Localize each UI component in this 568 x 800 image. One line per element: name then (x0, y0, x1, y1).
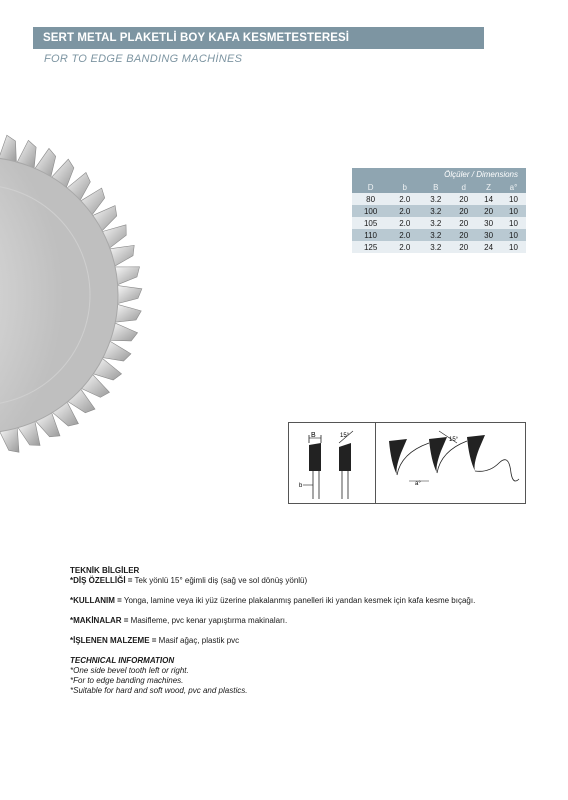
label-dis: *DİŞ ÖZELLİĞİ = (70, 576, 133, 585)
table-cell: 3.2 (420, 241, 451, 253)
info-dis (70, 576, 540, 586)
page-title: SERT METAL PLAKETLİ BOY KAFA KESMETESTERESİ (33, 27, 484, 49)
table-cell: 125 (352, 241, 389, 253)
label-clearance-angle: a° (415, 481, 421, 487)
label-B: B (311, 432, 316, 439)
saw-blade-image (0, 100, 180, 520)
table-row (352, 229, 526, 241)
saw-tooth (115, 267, 139, 285)
heading-teknik-bilgiler: TEKNİK BİLGİLER (70, 566, 140, 575)
label-malzeme: *İŞLENEN MALZEME = (70, 636, 157, 645)
en-line: *For to edge banding machines. (70, 676, 184, 685)
table-cell: 30 (476, 229, 501, 241)
info-malzeme (70, 636, 540, 646)
table-row (352, 193, 526, 205)
tooth-drawing (289, 423, 527, 505)
label-makinalar: *MAKİNALAR = (70, 616, 129, 625)
table-cell: 2.0 (389, 205, 420, 217)
table-cell: 20 (451, 193, 476, 205)
label-b: b (299, 483, 303, 489)
table-cell: 24 (476, 241, 501, 253)
table-cell: 30 (476, 217, 501, 229)
en-line: *Suitable for hard and soft wood, pvc and plastics. (70, 686, 248, 695)
table-cell: 10 (501, 229, 526, 241)
saw-tooth (115, 304, 141, 322)
column-header: d (451, 181, 476, 193)
table-cell: 3.2 (420, 205, 451, 217)
dimensions-caption: Ölçüler / Dimensions (352, 168, 526, 181)
table-cell: 10 (501, 217, 526, 229)
table-cell: 20 (451, 229, 476, 241)
table-cell: 10 (501, 241, 526, 253)
table-header-row (352, 181, 526, 193)
table-cell: 3.2 (420, 217, 451, 229)
text-dis: Tek yönlü 15° eğimli diş (sağ ve sol dönüş yönlü) (132, 576, 308, 585)
text-kullanim: Yonga, lamine veya iki yüz üzerine plakalanmış panelleri iki yandan kesmek için kafa kesme bıçağı. (121, 596, 476, 605)
table-cell: 105 (352, 217, 389, 229)
label-tooth-angle: 15° (449, 437, 459, 443)
table-row (352, 241, 526, 253)
table-cell: 2.0 (389, 193, 420, 205)
column-header: b (389, 181, 420, 193)
text-makinalar: Masifleme, pvc kenar yapıştırma makinaları. (128, 616, 288, 625)
table-cell: 110 (352, 229, 389, 241)
column-header: D (352, 181, 389, 193)
label-kullanim: *KULLANIM = (70, 596, 122, 605)
en-line: *One side bevel tooth left or right. (70, 666, 189, 675)
page-subtitle: FOR TO EDGE BANDING MACHİNES (44, 53, 243, 65)
info-kullanim (70, 596, 540, 606)
table-cell: 2.0 (389, 217, 420, 229)
table-cell: 3.2 (420, 229, 451, 241)
table-cell: 2.0 (389, 229, 420, 241)
column-header: Z (476, 181, 501, 193)
table-cell: 3.2 (420, 193, 451, 205)
table-cell: 10 (501, 193, 526, 205)
table-cell: 2.0 (389, 241, 420, 253)
heading-technical-information: TECHNICAL INFORMATION (70, 656, 175, 665)
tooth-geometry-diagram (288, 422, 526, 504)
column-header: a° (501, 181, 526, 193)
technical-info (70, 566, 540, 696)
table-cell: 20 (451, 217, 476, 229)
saw-tooth (0, 135, 16, 162)
table-row (352, 205, 526, 217)
column-header: B (420, 181, 451, 193)
table-cell: 10 (501, 205, 526, 217)
text-malzeme: Masif ağaç, plastik pvc (156, 636, 240, 645)
table-cell: 100 (352, 205, 389, 217)
table-cell: 20 (451, 205, 476, 217)
label-bevel-angle: 15° (340, 433, 350, 439)
table-cell: 14 (476, 193, 501, 205)
table-cell: 20 (476, 205, 501, 217)
saw-tooth (118, 286, 142, 304)
table-row (352, 217, 526, 229)
info-makinalar (70, 616, 540, 626)
dimensions-table (352, 168, 526, 253)
table-cell: 20 (451, 241, 476, 253)
table-cell: 80 (352, 193, 389, 205)
